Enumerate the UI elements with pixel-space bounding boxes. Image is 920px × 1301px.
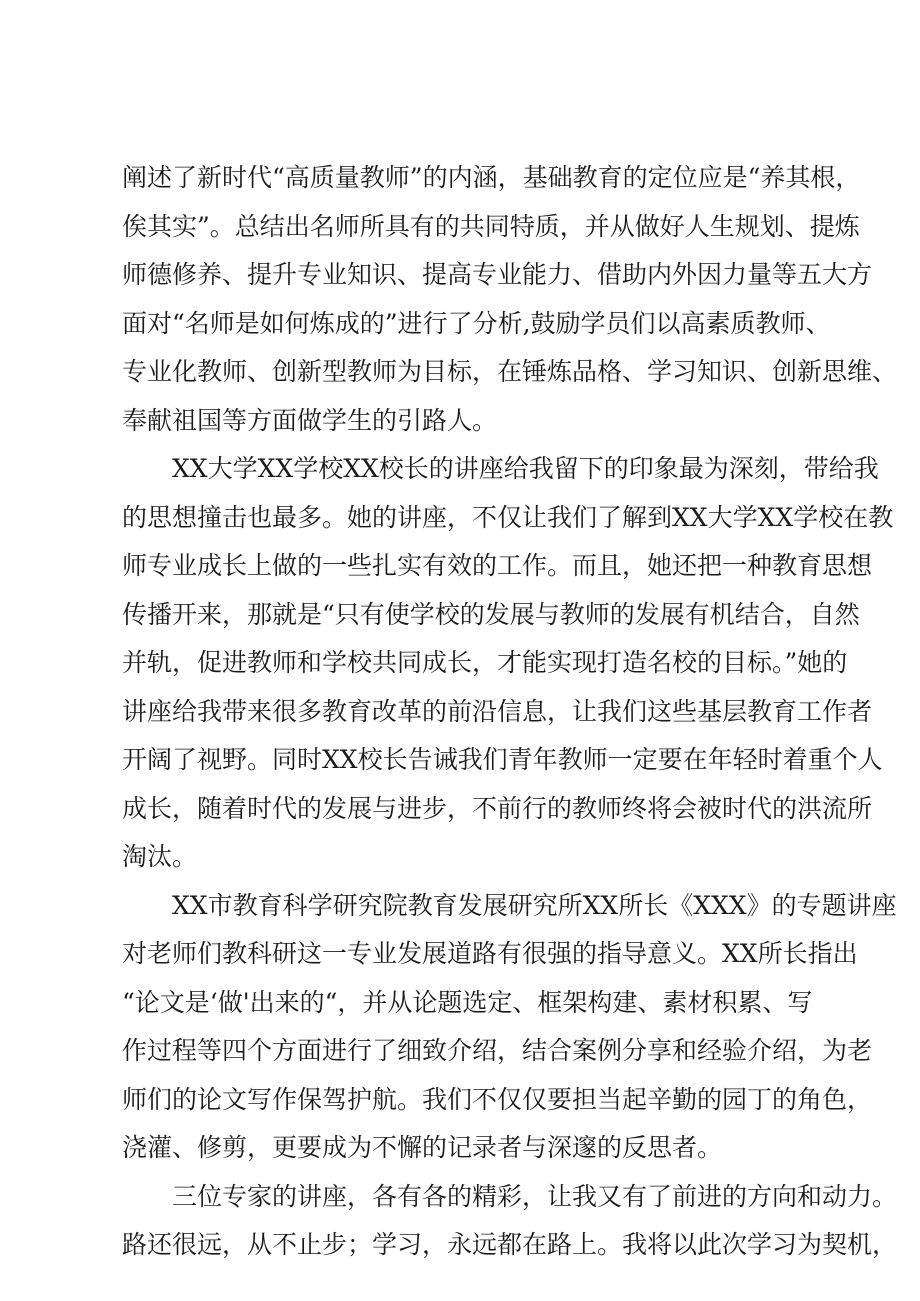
text-line: 路还很远，从不止步；学习，永远都在路上。我将以此次学习为契机， xyxy=(122,1230,898,1259)
paragraph-first-line: XX市教育科学研究院教育发展研究所XX所长《XXX》的专题讲座 xyxy=(172,890,897,920)
text-line: 对老师们教科研这一专业发展道路有很强的指导意义。XX所长指出 xyxy=(122,939,858,968)
text-line: 浇灌、修剪，更要成为不懈的记录者与深邃的反思者。 xyxy=(122,1133,723,1162)
text-line: 传播开来，那就是“只有使学校的发展与教师的发展有机结合，自然 xyxy=(122,599,860,629)
paragraph-first-line: XX大学XX学校XX校长的讲座给我留下的印象最为深刻，带给我 xyxy=(172,454,879,483)
text-line: 淘汰。 xyxy=(122,842,198,871)
text-line: 并轨，促进教师和学校共同成长，才能实现打造名校的目标。”她的 xyxy=(122,648,848,677)
text-line: 作过程等四个方面进行了细致介绍，结合案例分享和经验介绍，为老 xyxy=(122,1036,873,1065)
text-line: 成长，随着时代的发展与进步，不前行的教师终将会被时代的洪流所 xyxy=(122,793,873,823)
text-line: 阐述了新时代“高质量教师”的内涵，基础教育的定位应是“养其根， xyxy=(122,163,861,192)
text-line: 讲座给我带来很多教育改革的前沿信息，让我们这些基层教育工作者 xyxy=(122,696,873,726)
paragraph-first-line: 三位专家的讲座，各有各的精彩，让我又有了前进的方向和动力。 xyxy=(172,1181,898,1211)
text-line: 的思想撞击也最多。她的讲座，不仅让我们了解到XX大学XX学校在教 xyxy=(122,502,894,532)
text-line: 开阔了视野。同时XX校长告诫我们青年教师一定要在年轻时着重个人 xyxy=(122,745,883,774)
text-line: 师德修养、提升专业知识、提高专业能力、借助内外因力量等五大方 xyxy=(122,260,873,289)
text-line: 专业化教师、创新型教师为目标，在锤炼品格、学习知识、创新思维、 xyxy=(122,357,898,386)
text-line: 面对“名师是如何炼成的”进行了分析,鼓励学员们以高素质教师、 xyxy=(122,308,831,338)
text-line: 奉献祖国等方面做学生的引路人。 xyxy=(122,405,498,435)
text-line: 师们的论文写作保驾护航。我们不仅仅要担当起辛勤的园丁的角色， xyxy=(122,1084,873,1114)
text-line: “论文是‘做'出来的“，并从论题选定、框架构建、素材积累、写 xyxy=(122,987,813,1017)
text-line: 俟其实”。总结出名师所具有的共同特质，并从做好人生规划、提炼 xyxy=(122,211,860,241)
text-line: 师专业成长上做的一些扎实有效的工作。而且，她还把一种教育思想 xyxy=(122,551,873,580)
